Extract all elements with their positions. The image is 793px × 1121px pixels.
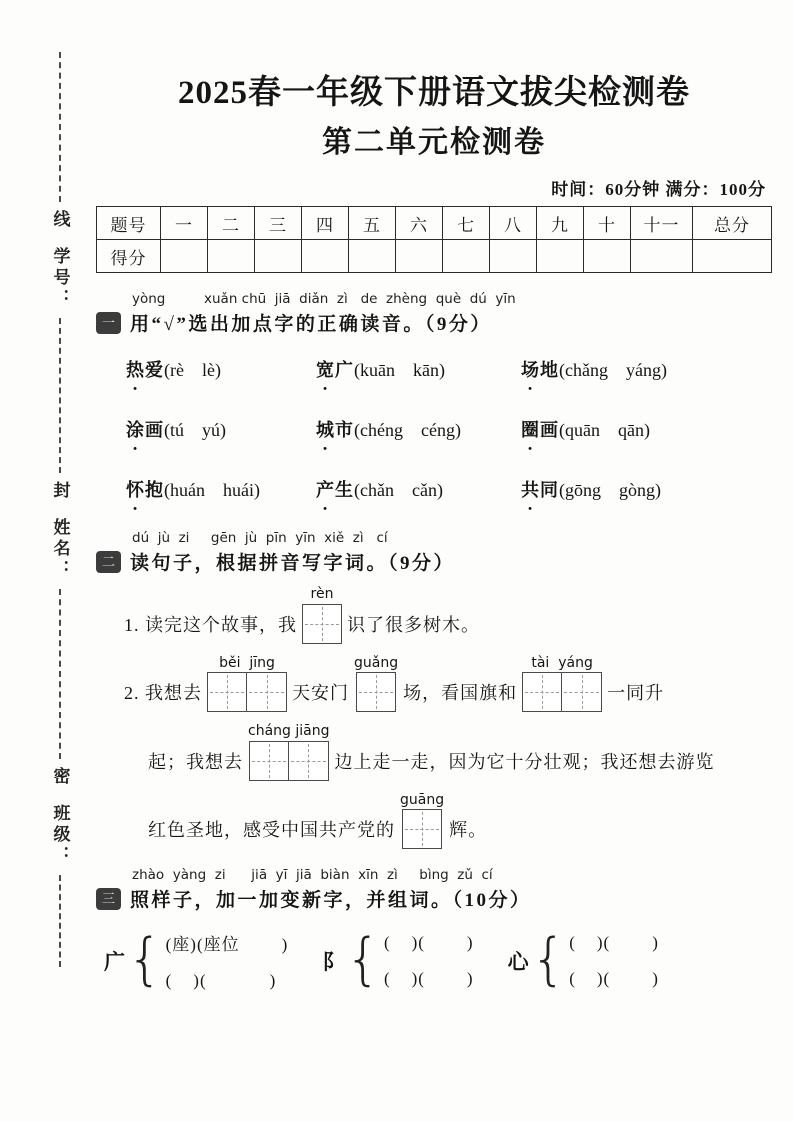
score-table-cell-total: 总分 <box>693 207 772 240</box>
dotted-char: 怀 <box>126 480 145 501</box>
radical-guang: 广 <box>104 949 125 974</box>
dotted-char: 共 <box>521 480 540 501</box>
q3-answer-row[interactable]: ( )( ) <box>569 932 659 952</box>
score-table-cell-q3: 三 <box>255 207 302 240</box>
q2-sentence-1: 1. 读完这个故事，我 rèn 识了很多树木。 <box>124 587 772 643</box>
character-grid-box[interactable] <box>207 672 247 712</box>
q2-pinyin: dú jù zi gēn jù pīn yīn xiě zì cí <box>132 530 388 547</box>
seal-label-line: 线 <box>50 210 70 231</box>
score-table-cell-q9: 九 <box>537 207 584 240</box>
score-table-cell-q4: 四 <box>302 207 349 240</box>
seal-dash-line <box>59 52 61 202</box>
question-three-number-icon: 三 <box>96 888 121 910</box>
question-two-number-icon: 二 <box>96 551 121 573</box>
score-input-cell[interactable] <box>255 240 302 273</box>
exam-title: 2025春一年级下册语文拔尖检测卷 <box>178 75 690 111</box>
character-grid-box[interactable] <box>402 809 442 849</box>
score-table-cell-tihao: 题号 <box>97 207 161 240</box>
score-input-cell[interactable] <box>631 240 693 273</box>
q1-item-tuhua[interactable]: 涂画(tú yú) <box>126 416 316 452</box>
student-id-blank-line[interactable] <box>59 318 61 473</box>
q3-answer-row[interactable]: ( )( ) <box>569 968 659 988</box>
dotted-char: 产 <box>316 480 335 501</box>
dotted-char: 城 <box>316 420 335 441</box>
q2-sentence-2-line-2: 起；我想去 cháng jiāng 边上走一走，因为它十分壮观；我还想去游览 <box>148 724 772 780</box>
answer-box-changjiang[interactable]: cháng jiāng <box>248 724 329 780</box>
dotted-char: 宽 <box>316 360 335 381</box>
question-one-number-icon: 一 <box>96 312 121 334</box>
character-grid-box[interactable] <box>522 672 562 712</box>
score-table <box>96 206 772 273</box>
brace-glyph: { <box>530 927 567 993</box>
score-table-score-row <box>97 240 772 273</box>
brace-glyph: { <box>345 927 381 993</box>
question-3 <box>96 867 772 991</box>
q1-pinyin: yòng xuǎn chū jiā diǎn zì de zhèng què dú yīn <box>132 291 516 307</box>
score-table-header-row <box>97 207 772 240</box>
answer-box-ren[interactable]: rèn <box>302 587 342 643</box>
q3-answer-row[interactable]: ( )( ) <box>383 968 474 988</box>
answer-box-taiyang[interactable]: tài yáng <box>522 656 602 712</box>
score-table-cell-q10: 十 <box>584 207 631 240</box>
name-blank-line[interactable] <box>59 589 61 759</box>
score-table-cell-q1: 一 <box>161 207 208 240</box>
dotted-char: 热 <box>126 360 145 381</box>
q1-item-changdi[interactable]: 场地(chǎng yáng) <box>521 356 772 392</box>
q1-item-chengshi[interactable]: 城市(chéng céng) <box>316 416 521 452</box>
class-label: 班级： <box>50 804 70 867</box>
q2-sentence-2-line-3: 红色圣地，感受中国共产党的 guāng 辉。 <box>148 793 772 849</box>
character-grid-box[interactable] <box>289 741 329 781</box>
q2-sentence-2-line-1: 2. 我想去 běi jīng 天安门 guǎng 场，看国旗和 tài yáng 一同升 <box>124 656 772 712</box>
q1-header <box>96 309 772 336</box>
dotted-char: 场 <box>521 360 540 381</box>
character-grid-box[interactable] <box>249 741 289 781</box>
dotted-char: 涂 <box>126 420 145 441</box>
score-table-cell-q11: 十一 <box>631 207 693 240</box>
student-id-label: 学号： <box>50 247 70 310</box>
score-input-cell[interactable] <box>443 240 490 273</box>
radical-fu: 阝 <box>322 949 344 974</box>
score-table-cell-q2: 二 <box>208 207 255 240</box>
exam-subtitle: 第二单元检测卷 <box>322 126 546 159</box>
name-label: 姓名： <box>50 518 70 581</box>
q2-title: 读句子，根据拼音写字词。（9分） <box>130 553 456 575</box>
q3-pinyin: zhào yàng zi jiā yī jiā biàn xīn zì bìng zǔ cí <box>132 866 493 883</box>
score-input-cell[interactable] <box>161 240 208 273</box>
score-label-cell: 得分 <box>97 240 161 273</box>
q3-group-xin <box>507 927 659 993</box>
question-2 <box>96 530 772 849</box>
q3-example-row: (座)(座位 ) <box>165 935 289 955</box>
answer-box-guang-hui[interactable]: guāng <box>400 793 444 849</box>
score-table-cell-q5: 五 <box>349 207 396 240</box>
q2-header <box>96 548 772 575</box>
score-input-cell[interactable] <box>490 240 537 273</box>
q1-item-quanhua[interactable]: 圈画(quān qān) <box>521 416 772 452</box>
score-input-cell[interactable] <box>693 240 772 273</box>
q3-header <box>96 885 772 912</box>
q1-item-reai[interactable]: 热爱(rè lè) <box>126 356 316 392</box>
q1-title: 用“√”选出加点字的正确读音。（9分） <box>130 314 492 336</box>
character-grid-box[interactable] <box>356 672 396 712</box>
score-input-cell[interactable] <box>537 240 584 273</box>
score-input-cell[interactable] <box>349 240 396 273</box>
time-score-meta: 时间：60分钟 满分：100分 <box>551 180 766 199</box>
q3-group-guang <box>104 927 289 993</box>
character-grid-box[interactable] <box>562 672 602 712</box>
q1-item-kuanguang[interactable]: 宽广(kuān kān) <box>316 356 521 392</box>
score-input-cell[interactable] <box>396 240 443 273</box>
answer-box-beijing[interactable]: běi jīng <box>207 656 287 712</box>
seal-label-mi: 密 <box>50 767 70 788</box>
q3-groups-row <box>104 927 772 993</box>
seal-strip <box>42 52 78 1112</box>
q1-options-grid <box>126 356 772 512</box>
radical-xin: 心 <box>507 949 529 974</box>
q1-item-huaibao[interactable]: 怀抱(huán huái) <box>126 476 316 512</box>
score-table-cell-q7: 七 <box>443 207 490 240</box>
answer-box-guang-chang[interactable]: guǎng <box>354 656 398 712</box>
q3-group-fu <box>322 927 474 993</box>
q1-item-chansheng[interactable]: 产生(chǎn cǎn) <box>316 476 521 512</box>
brace-glyph: { <box>127 927 163 993</box>
score-table-cell-q8: 八 <box>490 207 537 240</box>
score-input-cell[interactable] <box>208 240 255 273</box>
score-table-cell-q6: 六 <box>396 207 443 240</box>
score-input-cell[interactable] <box>302 240 349 273</box>
q3-answer-row[interactable]: ( )( ) <box>383 932 474 952</box>
dotted-char: 圈 <box>521 420 540 441</box>
character-grid-box[interactable] <box>247 672 287 712</box>
character-grid-box[interactable] <box>302 604 342 644</box>
q3-answer-row[interactable]: ( )( ) <box>165 971 277 991</box>
class-blank-line[interactable] <box>59 875 61 967</box>
question-1 <box>96 291 772 512</box>
seal-label-feng: 封 <box>50 481 70 502</box>
q3-title: 照样子，加一加变新字，并组词。（10分） <box>130 890 532 912</box>
exam-content <box>96 52 772 991</box>
score-input-cell[interactable] <box>584 240 631 273</box>
q1-item-gongtong[interactable]: 共同(gōng gòng) <box>521 476 772 512</box>
